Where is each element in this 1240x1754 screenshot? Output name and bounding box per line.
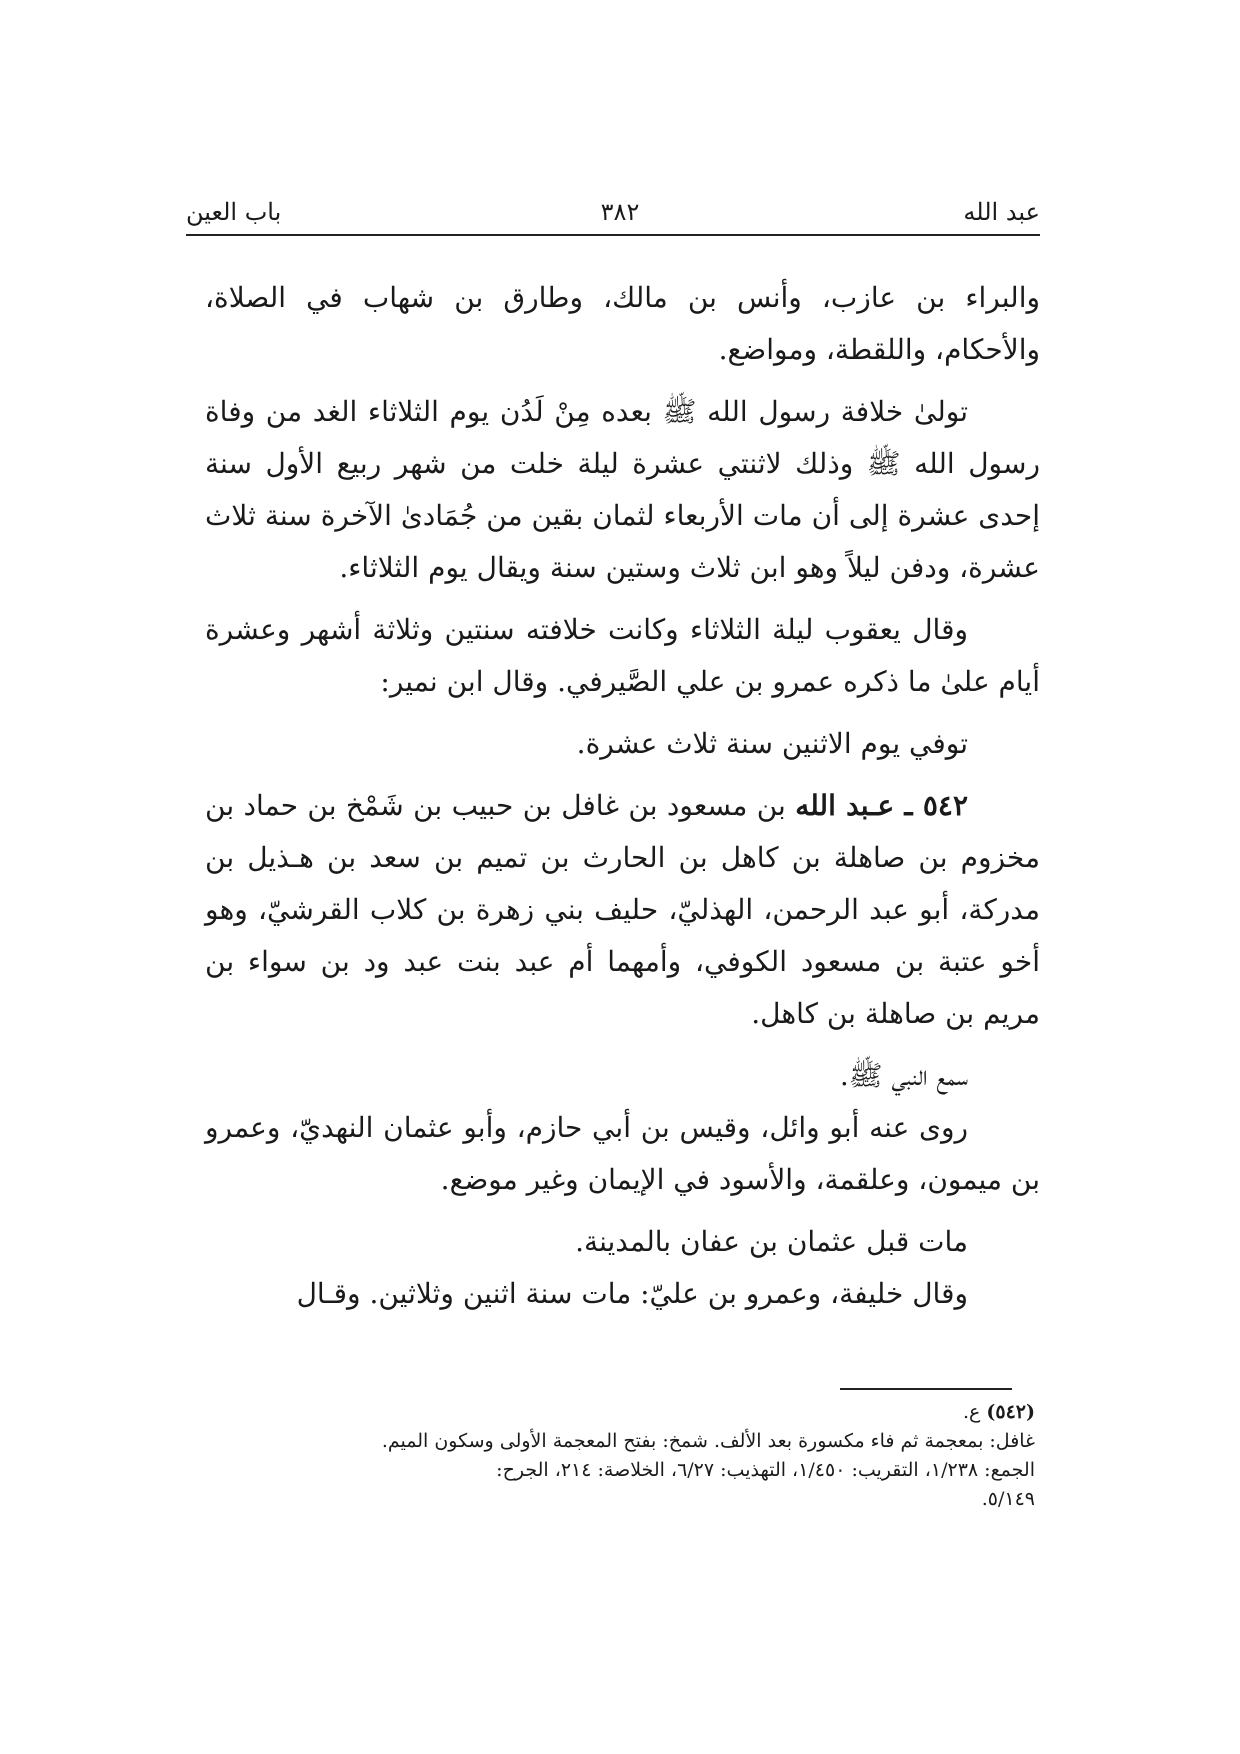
- footnote-ref: (٥٤٢): [986, 1401, 1035, 1423]
- paragraph-2: تولىٰ خلافة رسول الله ﷺ بعده مِنْ لَدُن يوم الثلاثاء الغد من وفاة رسول الله ﷺ وذلك لاثنتي عشرة ليلة خلت من شهر ربيع الأول سنة إحدى عشرة إلى أن مات الأربعاء لثمان بقين من جُمَادىٰ الآخرة سنة ثلاث عشرة، ودفن ليلاً وهو ابن ثلاث وستين سنة ويقال يوم الثلاثاء.: [205, 395, 1040, 584]
- entry-542-text: بن مسعود بن غافل بن حبيب بن شَمْخ بن حماد بن مخزوم بن صاهلة بن كاهل بن الحارث بن تميم بن سعد بن هـذيل بن مدركة، أبو عبد الرحمن، الهذليّ، حليف بني زهرة بن كلاب القرشيّ، وهو أخو عتبة بن مسعود الكوفي، وأمهما أم عبد بنت عبد ود بن سواء بن مريم بن صاهلة بن كاهل.: [205, 789, 1040, 1030]
- footnote-rule: [840, 1388, 1012, 1390]
- footnote-line-3: الجمع: ١/٢٣٨، التقريب: ١/٤٥٠، التهذيب: ٦/٢٧، الخلاصة: ٢١٤، الجرح:: [496, 1459, 1035, 1481]
- running-header-title: عبد الله: [963, 198, 1040, 226]
- footnote-line-1: [205, 1398, 1035, 1427]
- entry-542: [205, 780, 1040, 1040]
- paragraph-8: مات قبل عثمان بن عفان بالمدينة.: [575, 1225, 968, 1258]
- footnote-line-2: غافل: بمعجمة ثم فاء مكسورة بعد الألف. شمخ: بفتح المعجمة الأولى وسكون الميم.: [381, 1430, 1035, 1452]
- paragraph-7: روى عنه أبو وائل، وقيس بن أبي حازم، وأبو عثمان النهديّ، وعمرو بن ميمون، وعلقمة، والأسود في الإيمان وغير موضع.: [205, 1111, 1040, 1196]
- footnotes: [205, 1398, 1035, 1514]
- paragraph-4: توفي يوم الاثنين سنة ثلاث عشرة.: [576, 727, 968, 760]
- footnote-line-4: ٥/١٤٩.: [981, 1488, 1035, 1510]
- paragraph-1: والبراء بن عازب، وأنس بن مالك، وطارق بن شهاب في الصلاة، والأحكام، واللقطة، ومواضع.: [205, 281, 1040, 366]
- header-rule: [186, 234, 1040, 236]
- running-header-chapter: باب العين: [186, 198, 282, 226]
- main-text: [205, 272, 1040, 1320]
- page-number: ٣٨٢: [600, 198, 640, 226]
- paragraph-6: سمع النبي ﷺ.: [839, 1059, 968, 1092]
- paragraph-9: وقال خليفة، وعمرو بن عليّ: مات سنة اثنين وثلاثين. وقـال: [296, 1277, 968, 1310]
- footnote-ref-tail: ع.: [962, 1401, 987, 1423]
- entry-number: ٥٤٢ ـ عـبد الله: [795, 789, 968, 822]
- paragraph-3: وقال يعقوب ليلة الثلاثاء وكانت خلافته سنتين وثلاثة أشهر وعشرة أيام علىٰ ما ذكره عمرو بن علي الصَّيرفي. وقال ابن نمير:: [205, 613, 1040, 698]
